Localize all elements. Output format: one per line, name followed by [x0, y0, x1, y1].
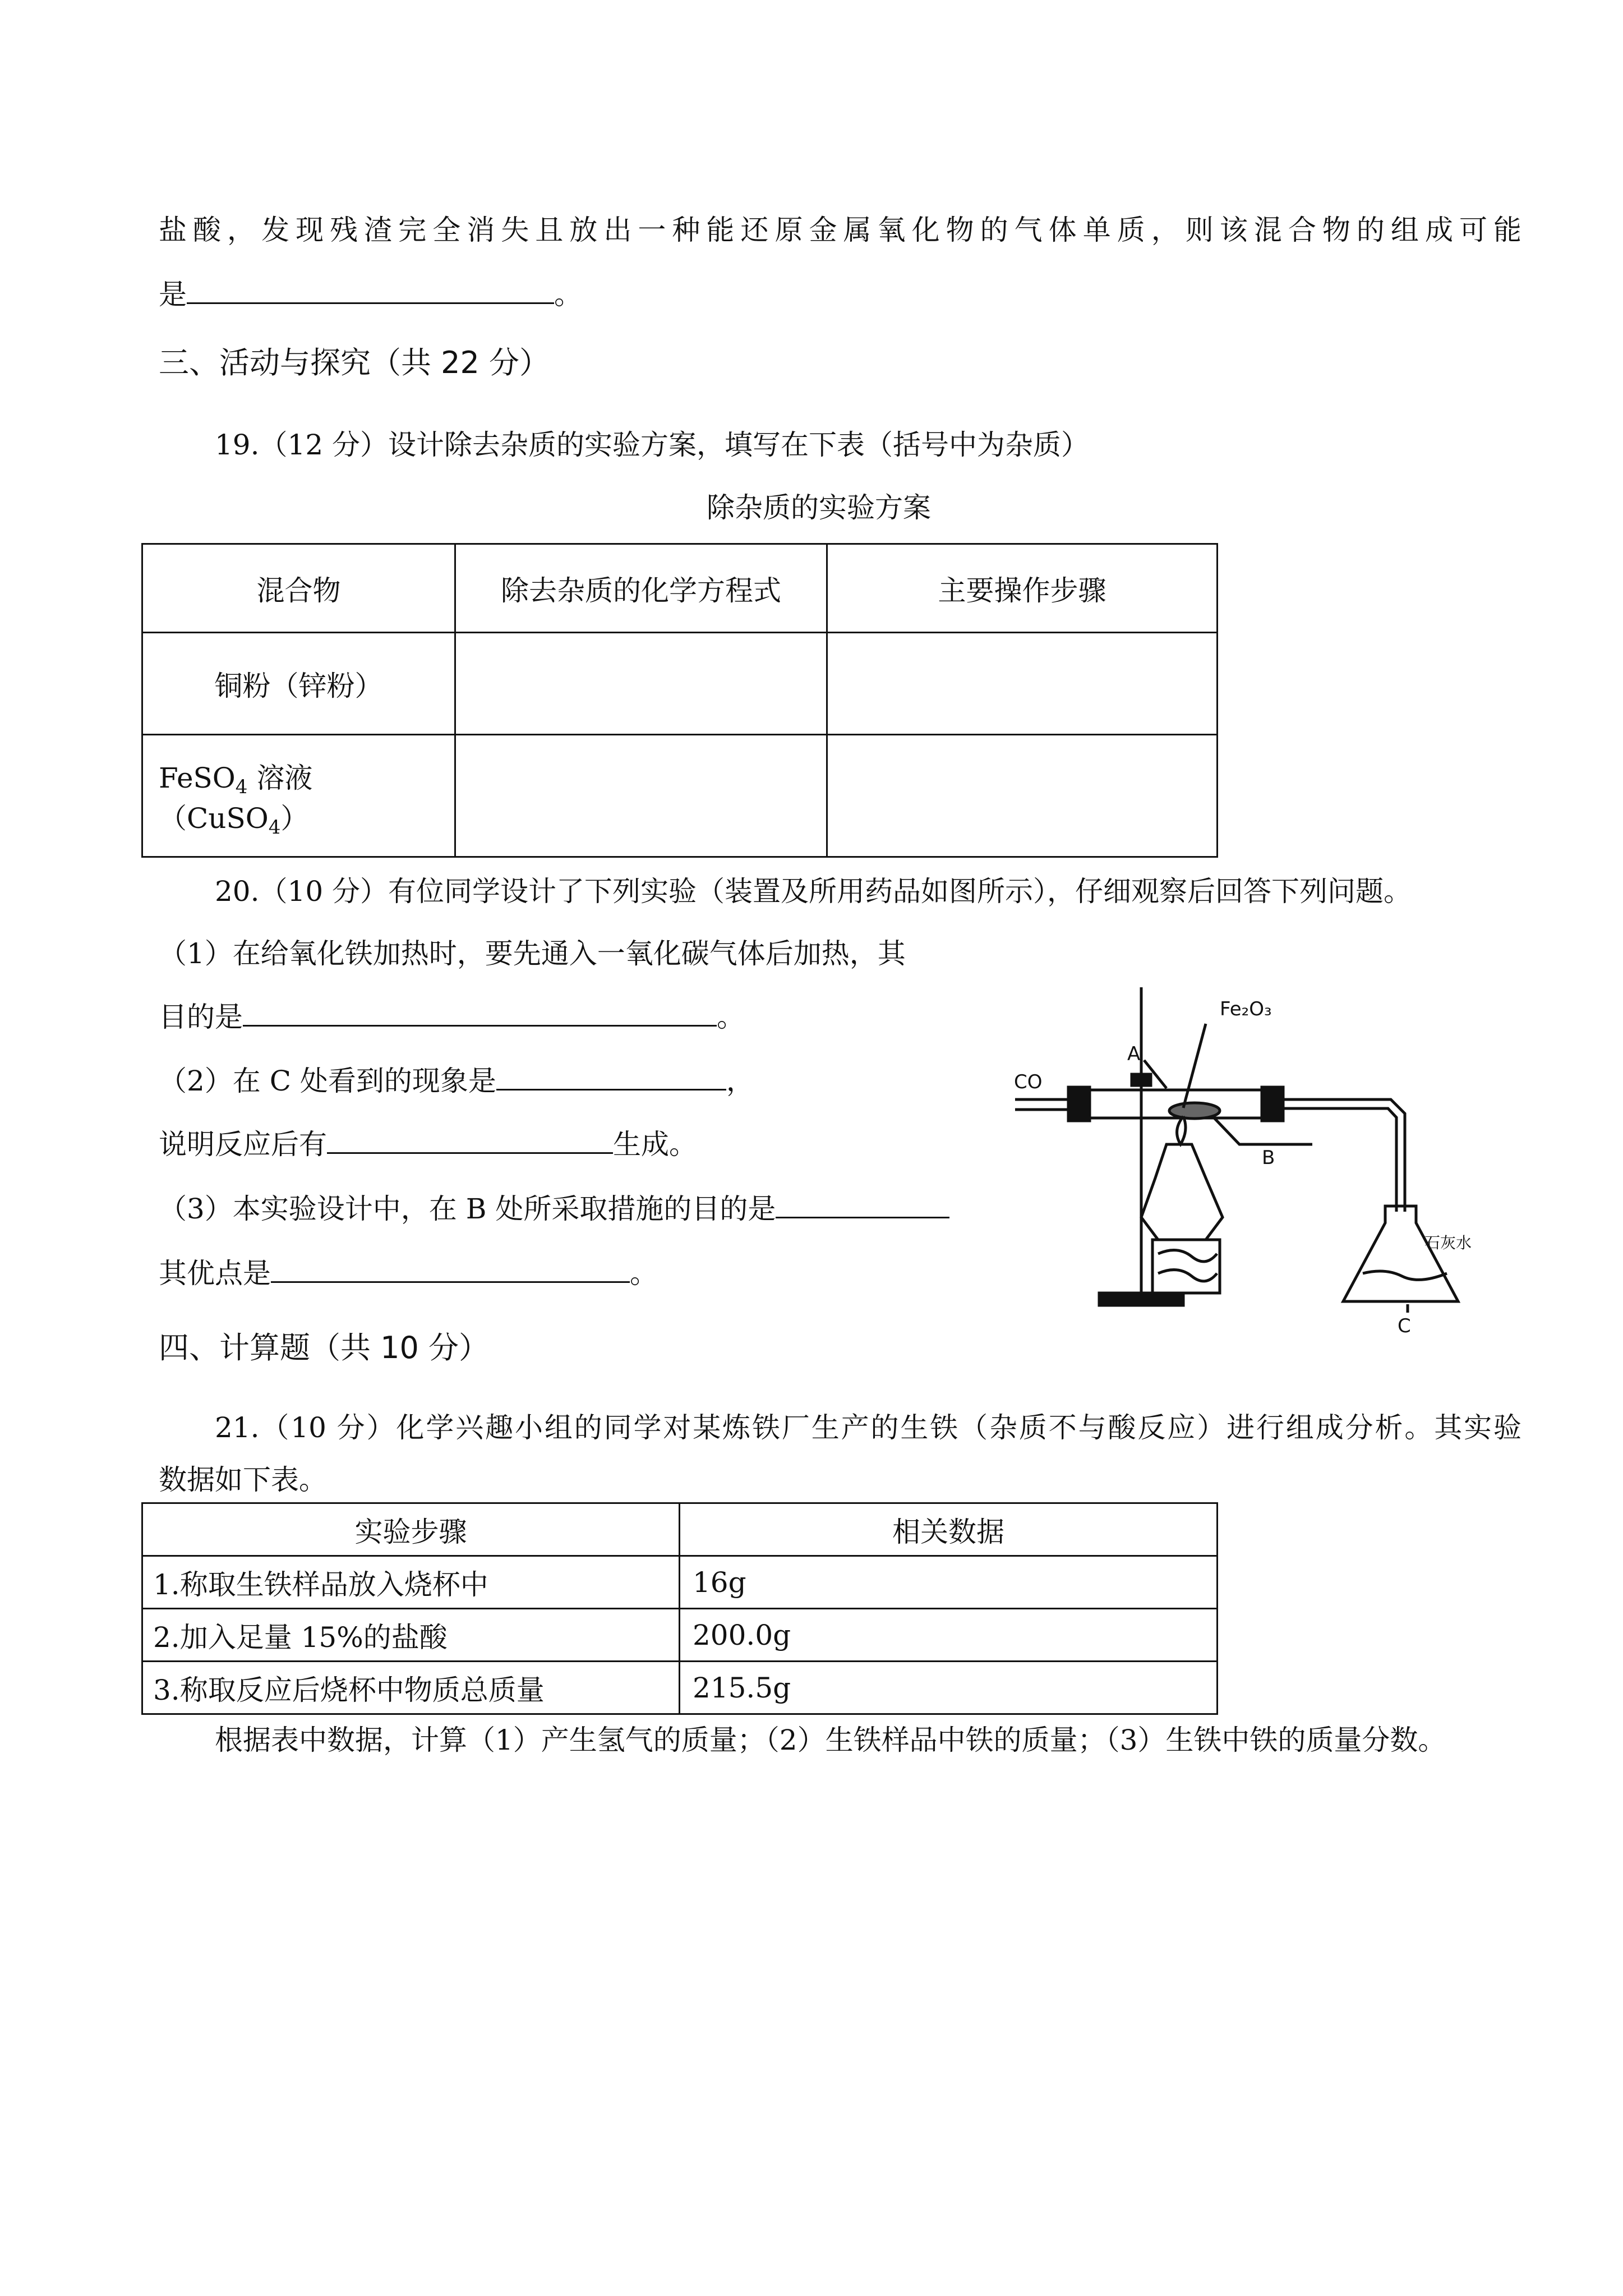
q19-row2-a-sub: 4	[235, 776, 248, 798]
q21-row2-step: 2.加入足量 15%的盐酸	[142, 1609, 680, 1662]
table-row	[142, 1609, 1218, 1662]
q20-part2-prefix: （2）在 C 处看到的现象是	[159, 1065, 496, 1097]
q21-row1-step: 1.称取生铁样品放入烧杯中	[142, 1556, 680, 1609]
block-texture	[1158, 1250, 1217, 1281]
lamp-block	[1152, 1240, 1220, 1293]
right-stopper	[1262, 1087, 1283, 1121]
fe2o3-sample	[1169, 1103, 1220, 1119]
q19-table-title: 除杂质的实验方案	[707, 491, 931, 524]
q19-row1-mixture: 铜粉（锌粉）	[142, 633, 455, 735]
q19-row1-steps-cell[interactable]	[827, 633, 1218, 735]
fe2o3-leader	[1183, 1024, 1206, 1108]
q20-part3-prefix: （3）本实验设计中，在 B 处所采取措施的目的是	[159, 1193, 776, 1225]
q19-row2-equation-cell[interactable]	[455, 735, 827, 857]
table-row	[142, 544, 1218, 633]
table-row	[142, 735, 1218, 857]
intro-line-1: 盐酸，发现残渣完全消失且放出一种能还原金属氧化物的气体单质，则该混合物的组成可能	[159, 214, 1521, 246]
answer-blank-20-3a[interactable]	[776, 1191, 949, 1218]
answer-blank-20-2b[interactable]	[327, 1126, 613, 1154]
outlet-tube-inner	[1283, 1108, 1396, 1212]
label-limewater: 石灰水	[1424, 1234, 1472, 1252]
left-stopper	[1068, 1087, 1090, 1121]
limewater-surface	[1363, 1271, 1447, 1280]
table-row	[142, 1503, 1218, 1556]
label-a: A	[1127, 1043, 1141, 1065]
clamp	[1132, 1074, 1151, 1085]
q21-row3-value: 215.5g	[680, 1662, 1218, 1714]
q21-table	[141, 1502, 1218, 1715]
flame	[1177, 1116, 1186, 1144]
q20-part1-line2	[159, 997, 745, 1037]
section-4-heading: 四、计算题（共 10 分）	[159, 1330, 490, 1365]
label-co: CO	[1014, 1071, 1043, 1093]
co-reduction-apparatus-figure	[998, 976, 1481, 1346]
q19-row2-c: ）	[280, 802, 309, 835]
q19-text: 19.（12 分）设计除去杂质的实验方案，填写在下表（括号中为杂质）	[215, 429, 1090, 461]
answer-blank-20-2a[interactable]	[496, 1063, 726, 1091]
q20-part2-line2	[159, 1125, 697, 1164]
label-b: B	[1262, 1147, 1275, 1169]
answer-blank-18[interactable]	[187, 277, 554, 304]
q21-question: 根据表中数据，计算（1）产生氢气的质量；（2）生铁样品中铁的质量；（3）生铁中铁的质量分数。	[215, 1724, 1446, 1756]
q19-row2-b-sub: 4	[268, 816, 281, 839]
q19-header-mixture: 混合物	[142, 544, 455, 633]
q21-line-2: 数据如下表。	[159, 1464, 327, 1496]
q20-part2b-suffix: 生成。	[613, 1128, 697, 1161]
q19-row2-a: FeSO	[159, 762, 236, 794]
q20-part2	[159, 1061, 754, 1101]
q20-part3-line2	[159, 1254, 658, 1293]
q19-header-equation: 除去杂质的化学方程式	[455, 544, 827, 633]
answer-blank-20-1[interactable]	[243, 999, 717, 1027]
q21-line-1: 21.（10 分）化学兴趣小组的同学对某炼铁厂生产的生铁（杂质不与酸反应）进行组成分析。其实验	[215, 1411, 1522, 1444]
answer-blank-20-3b[interactable]	[271, 1255, 630, 1283]
intro-line-2	[159, 275, 582, 314]
q21-header-steps: 实验步骤	[142, 1503, 680, 1556]
q20-part3b-prefix: 其优点是	[159, 1257, 271, 1290]
table-row	[142, 1662, 1218, 1714]
q20-part1-suffix: 。	[717, 1001, 745, 1033]
alcohol-lamp	[1141, 1144, 1223, 1240]
table-row	[142, 633, 1218, 735]
conical-flask	[1343, 1206, 1458, 1301]
q21-header-data: 相关数据	[680, 1503, 1218, 1556]
label-c: C	[1398, 1315, 1411, 1337]
outlet-tube	[1283, 1099, 1405, 1212]
q19-row2-b: 溶液（CuSO	[159, 762, 313, 835]
label-fe2o3: Fe₂O₃	[1220, 998, 1272, 1020]
intro-line-2-prefix: 是	[159, 278, 187, 311]
q20-part2b-prefix: 说明反应后有	[159, 1128, 327, 1161]
q20-part1: （1）在给氧化铁加热时，要先通入一氧化碳气体后加热，其	[159, 937, 906, 970]
q21-row3-step: 3.称取反应后烧杯中物质总质量	[142, 1662, 680, 1714]
q19-row2-mixture	[142, 735, 455, 857]
q21-row1-value: 16g	[680, 1556, 1218, 1609]
q19-header-steps: 主要操作步骤	[827, 544, 1218, 633]
q19-table	[141, 543, 1218, 858]
q20-part2-suffix: ，	[726, 1065, 754, 1097]
q19-row2-steps-cell[interactable]	[827, 735, 1218, 857]
section-3-heading: 三、活动与探究（共 22 分）	[159, 345, 550, 380]
table-row	[142, 1556, 1218, 1609]
intro-line-2-suffix: 。	[554, 278, 582, 311]
q19-row1-equation-cell[interactable]	[455, 633, 827, 735]
q20-text: 20.（10 分）有位同学设计了下列实验（装置及所用药品如图所示），仔细观察后回答下列问题。	[215, 875, 1412, 908]
q20-part3	[159, 1189, 949, 1228]
q20-part1-prefix: 目的是	[159, 1001, 243, 1033]
stand-base	[1099, 1293, 1183, 1305]
q20-part3b-suffix: 。	[630, 1257, 658, 1290]
q21-row2-value: 200.0g	[680, 1609, 1218, 1662]
